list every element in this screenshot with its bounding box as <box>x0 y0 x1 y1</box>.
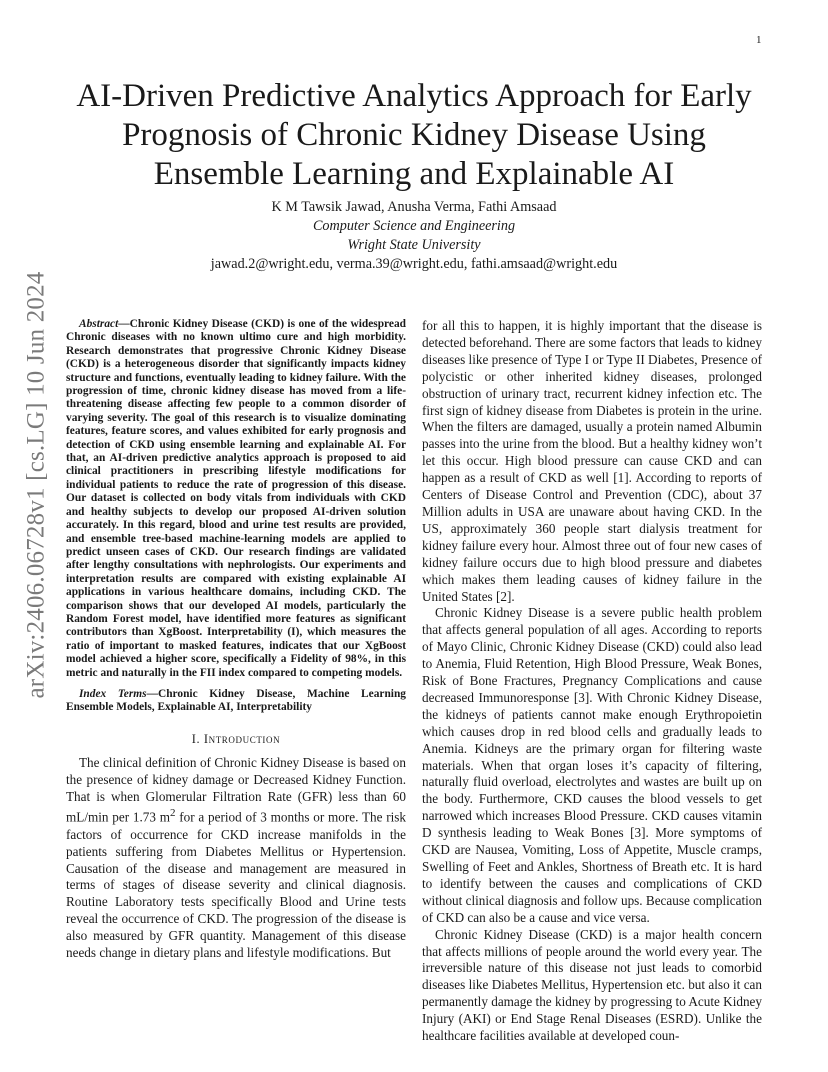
paper-title: AI-Driven Predictive Analytics Approach for Early Prognosis of Chronic Kidney Disease Using Ensemble Learning and Explainable AI <box>76 78 752 192</box>
index-terms <box>66 688 406 715</box>
intro-paragraph-2: Chronic Kidney Disease is a severe public health problem that affects general population of all ages. According to reports of Mayo Clinic, Chronic Kidney Disease (CKD) could also lead to Anemia, Fluid Retention, High Blood Pressure, Weak Bones, Risk of Bone Fractures, Pregnancy Complications and cause decreased Immunoresponse [3]. With Chronic Kidney Disease, the kidneys of patients cannot make enough Erythropoietin which causes drop in red blood cells and gradually leads to Anemia. Kidneys are the primary organ for filtering waste materials. When that organ loses it’s capacity of filtering, naturally fluid overload, electrolytes and wastes are built up on the body. Furthermore, CKD causes the blood vessels to get narrowed which increases Blood Pressure. CKD causes vitamin D synthesis leading to Weak Bones [3]. More symptoms of CKD are Nausea, Vomiting, Loss of Appetite, Muscle cramps, Swelling of Feet and Ankles, Shortness of Breath etc. It is hard to identify between the causes and complications of CKD without clinical diagnosis and follow ups. Because complication of CKD can also be a cause and vice versa. <box>422 605 762 925</box>
abstract <box>66 318 406 680</box>
arxiv-identifier-stamp <box>18 271 54 699</box>
left-column <box>66 318 406 962</box>
abstract-label: Abstract <box>79 318 119 330</box>
intro-paragraph-1-text-a: The clinical definition of Chronic Kidney Disease is based on the presence of kidney damage or Decreased Kidney Function. That is when Glomerular Filtration Rate (GFR) less than 60 mL/min per 1.73 m <box>66 754 406 825</box>
intro-paragraph-1-superscript: 2 <box>170 807 176 820</box>
author-university: Wright State University <box>347 237 481 253</box>
intro-paragraph-1-text-b: for a period of 3 months or more. The risk factors of occurrence for CKD increase manifolds in the patients suffering from Diabetes Mellitus or Hypertension. Causation of the disease and management are measured in terms of stages of disease severity and clinical diagnosis. Routine Laboratory tests specifically Blood and Urine tests reveal the occurrence of CKD. The progression of the disease is also measured by GFR quantity. Management of this disease needs change in dietary plans and lifestyle modifications. But <box>66 809 406 961</box>
right-column <box>422 318 762 1045</box>
author-block <box>60 198 768 274</box>
intro-paragraph-1 <box>66 755 406 962</box>
arxiv-identifier-text: arXiv:2406.06728v1 [cs.LG] 10 Jun 2024 <box>22 271 49 699</box>
index-terms-label: Index Terms <box>79 687 147 700</box>
author-emails: jawad.2@wright.edu, verma.39@wright.edu, fathi.amsaad@wright.edu <box>210 256 618 272</box>
abstract-text: —Chronic Kidney Disease (CKD) is one of the widespread Chronic diseases with no known ultimo cure and high morbidity. Research demonstrates that progressive Chronic Kidney Disease (CKD) is a heterogeneous disorder that significantly impacts kidney structure and functions, eventually leading to kidney failure. With the progression of time, chronic kidney disease has moved from a life-threatening disease affecting few people to a common disorder of varying severity. The goal of this research is to visualize dominating features, feature scores, and values exhibited for early prognosis and detection of CKD using ensemble learning and explainable AI. For that, an AI-driven predictive analytics approach is proposed to aid clinical practitioners in prescribing lifestyle modifications for individual patients to reduce the rate of progression of this disease. Our dataset is collected on body vitals from individuals with CKD and healthy subjects to develop our proposed AI-driven solution accurately. In this regard, blood and urine test results are provided, and ensemble tree-based machine-learning models are applied to predict unseen cases of CKD. Our research findings are validated after lengthy consultations with nephrologists. Our experiments and interpretation results are compared with existing explainable AI applications in various healthcare domains, including CKD. The comparison shows that our developed AI models, particularly the Random Forest model, have identified more features as significant contributors than XgBoost. Interpretability (I), which measures the ratio of important to masked features, indicates that our XgBoost model achieved a higher score, specifically a Fidelity of 98%, in this metric and naturally in the FII index compared to competing models. <box>66 318 406 679</box>
section-heading-introduction: I. Introduction <box>191 731 281 746</box>
index-terms-text: —Chronic Kidney Disease, Machine Learning Ensemble Models, Explainable AI, Interpretability <box>66 687 406 714</box>
intro-paragraph-1-continued: for all this to happen, it is highly important that the disease is detected beforehand. There are some factors that leads to kidney diseases like presence of Type I or Type II Diabetes, Presence of polycistic or other inherited kidney diseases, prolonged obstruction of urinary tract, recurrent kidney infection etc. The first sign of kidney disease from Diabetes is protein in the urine. When the filters are damaged, usually a protein named Albumin passes into the urine from the blood. But a healthy kidney won’t let this occur. High blood pressure can cause CKD and can happen as a result of CKD as well [1]. According to reports of Centers of Disease Control and Prevention (CDC), about 37 Million adults in USA are unaware about having CKD. In the US, approximately 360 people start dialysis treatment for kidney failure every hour. Almost three out of four new cases of kidney failure occurs due to high blood pressure and diabetes which makes them leading causes of kidney failure in the United States [2]. <box>422 318 762 604</box>
page-number: 1 <box>756 34 762 46</box>
intro-paragraph-3: Chronic Kidney Disease (CKD) is a major health concern that affects millions of people around the world every year. The irreversible nature of this disease not just leads to comorbid diseases like Diabetes Mellitus, Hypertension etc. but also it can permanently damage the kidney by progressing to Acute Kidney Injury (AKI) or End Stage Renal Diseases (ESRD). Unlike the healthcare facilities available at developed coun- <box>422 926 762 1044</box>
author-names: K M Tawsik Jawad, Anusha Verma, Fathi Amsaad <box>271 199 557 215</box>
author-department: Computer Science and Engineering <box>312 218 516 234</box>
